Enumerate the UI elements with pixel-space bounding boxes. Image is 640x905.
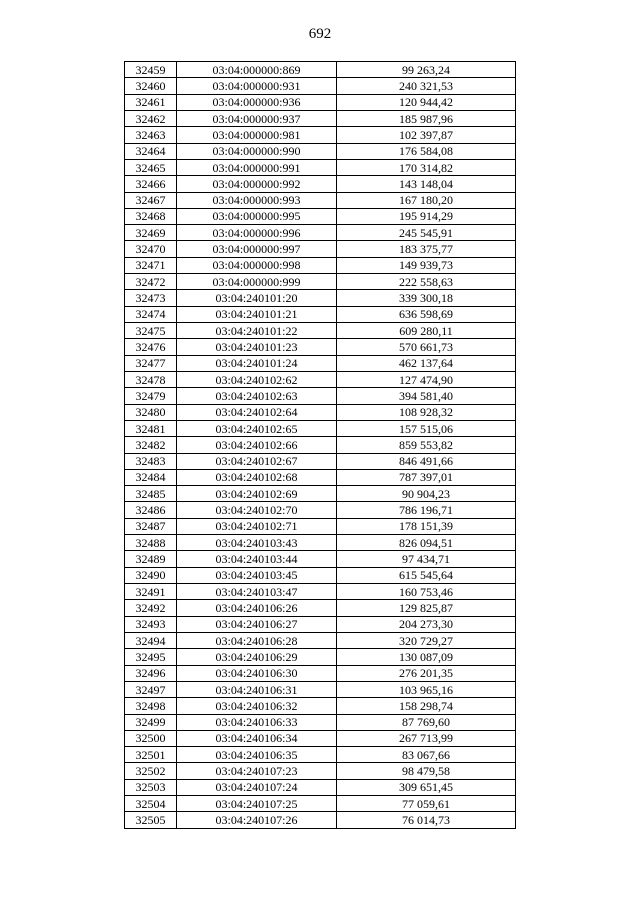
row-number-cell: 32459 [125,62,177,78]
row-number-cell: 32481 [125,420,177,436]
row-number-cell: 32483 [125,453,177,469]
table-row [125,730,516,746]
row-number-cell: 32501 [125,747,177,763]
value-cell: 859 553,82 [337,437,516,453]
row-number-cell: 32485 [125,486,177,502]
cadastral-number-cell: 03:04:240101:21 [177,306,337,322]
cadastral-number-cell: 03:04:240107:23 [177,763,337,779]
value-cell: 97 434,71 [337,551,516,567]
value-cell: 103 965,16 [337,681,516,697]
cadastral-number-cell: 03:04:240102:64 [177,404,337,420]
row-number-cell: 32505 [125,812,177,828]
value-cell: 204 273,30 [337,616,516,632]
cadastral-number-cell: 03:04:240107:26 [177,812,337,828]
row-number-cell: 32464 [125,143,177,159]
cadastral-number-cell: 03:04:240102:65 [177,420,337,436]
row-number-cell: 32496 [125,665,177,681]
table-row [125,649,516,665]
value-cell: 76 014,73 [337,812,516,828]
table-row [125,257,516,273]
table-row [125,306,516,322]
value-cell: 87 769,60 [337,714,516,730]
cadastral-number-cell: 03:04:240101:22 [177,323,337,339]
value-cell: 570 661,73 [337,339,516,355]
row-number-cell: 32498 [125,698,177,714]
cadastral-number-cell: 03:04:240103:43 [177,535,337,551]
table-row [125,665,516,681]
row-number-cell: 32473 [125,290,177,306]
row-number-cell: 32504 [125,796,177,812]
table-row [125,796,516,812]
cadastral-number-cell: 03:04:240103:45 [177,567,337,583]
row-number-cell: 32502 [125,763,177,779]
row-number-cell: 32461 [125,94,177,110]
value-cell: 157 515,06 [337,420,516,436]
value-cell: 185 987,96 [337,110,516,126]
cadastral-number-cell: 03:04:240102:70 [177,502,337,518]
table-row [125,437,516,453]
table-row [125,616,516,632]
cadastral-number-cell: 03:04:240102:68 [177,469,337,485]
value-cell: 83 067,66 [337,747,516,763]
row-number-cell: 32466 [125,176,177,192]
table-row [125,94,516,110]
value-cell: 240 321,53 [337,78,516,94]
cadastral-number-cell: 03:04:000000:991 [177,159,337,175]
value-cell: 786 196,71 [337,502,516,518]
row-number-cell: 32462 [125,110,177,126]
cadastral-number-cell: 03:04:000000:931 [177,78,337,94]
row-number-cell: 32494 [125,632,177,648]
row-number-cell: 32489 [125,551,177,567]
table-row [125,62,516,78]
row-number-cell: 32465 [125,159,177,175]
row-number-cell: 32472 [125,274,177,290]
cadastral-number-cell: 03:04:000000:937 [177,110,337,126]
value-cell: 130 087,09 [337,649,516,665]
table-row [125,551,516,567]
table-body [125,62,516,829]
value-cell: 98 479,58 [337,763,516,779]
cadastral-number-cell: 03:04:000000:993 [177,192,337,208]
cadastral-number-cell: 03:04:000000:869 [177,62,337,78]
value-cell: 183 375,77 [337,241,516,257]
value-cell: 245 545,91 [337,225,516,241]
row-number-cell: 32499 [125,714,177,730]
cadastral-number-cell: 03:04:000000:996 [177,225,337,241]
registry-table [124,61,516,829]
value-cell: 787 397,01 [337,469,516,485]
cadastral-number-cell: 03:04:240102:63 [177,388,337,404]
row-number-cell: 32484 [125,469,177,485]
table-row [125,159,516,175]
cadastral-number-cell: 03:04:240106:28 [177,632,337,648]
value-cell: 222 558,63 [337,274,516,290]
cadastral-number-cell: 03:04:240106:33 [177,714,337,730]
cadastral-number-cell: 03:04:240106:30 [177,665,337,681]
value-cell: 276 201,35 [337,665,516,681]
row-number-cell: 32490 [125,567,177,583]
value-cell: 90 904,23 [337,486,516,502]
table-row [125,192,516,208]
cadastral-number-cell: 03:04:000000:998 [177,257,337,273]
table-row [125,567,516,583]
row-number-cell: 32468 [125,208,177,224]
cadastral-number-cell: 03:04:240106:29 [177,649,337,665]
page-number: 692 [308,26,332,42]
value-cell: 609 280,11 [337,323,516,339]
cadastral-number-cell: 03:04:240106:32 [177,698,337,714]
value-cell: 102 397,87 [337,127,516,143]
row-number-cell: 32480 [125,404,177,420]
row-number-cell: 32476 [125,339,177,355]
value-cell: 160 753,46 [337,584,516,600]
table-row [125,681,516,697]
cadastral-number-cell: 03:04:000000:997 [177,241,337,257]
table-row [125,371,516,387]
value-cell: 846 491,66 [337,453,516,469]
row-number-cell: 32482 [125,437,177,453]
table-row [125,176,516,192]
cadastral-number-cell: 03:04:000000:990 [177,143,337,159]
cadastral-number-cell: 03:04:240101:24 [177,355,337,371]
value-cell: 129 825,87 [337,600,516,616]
value-cell: 127 474,90 [337,371,516,387]
cadastral-number-cell: 03:04:240101:20 [177,290,337,306]
row-number-cell: 32500 [125,730,177,746]
cadastral-number-cell: 03:04:000000:999 [177,274,337,290]
cadastral-number-cell: 03:04:240107:25 [177,796,337,812]
row-number-cell: 32475 [125,323,177,339]
table-row [125,274,516,290]
cadastral-number-cell: 03:04:240102:71 [177,518,337,534]
cadastral-number-cell: 03:04:000000:995 [177,208,337,224]
value-cell: 267 713,99 [337,730,516,746]
table-row [125,404,516,420]
table-row [125,143,516,159]
value-cell: 320 729,27 [337,632,516,648]
value-cell: 149 939,73 [337,257,516,273]
value-cell: 120 944,42 [337,94,516,110]
value-cell: 77 059,61 [337,796,516,812]
value-cell: 178 151,39 [337,518,516,534]
value-cell: 176 584,08 [337,143,516,159]
table-row [125,763,516,779]
row-number-cell: 32493 [125,616,177,632]
row-number-cell: 32471 [125,257,177,273]
row-number-cell: 32463 [125,127,177,143]
cadastral-number-cell: 03:04:240102:62 [177,371,337,387]
table-row [125,208,516,224]
cadastral-number-cell: 03:04:240107:24 [177,779,337,795]
value-cell: 158 298,74 [337,698,516,714]
table-row [125,698,516,714]
table-row [125,632,516,648]
value-cell: 615 545,64 [337,567,516,583]
table-row [125,502,516,518]
value-cell: 170 314,82 [337,159,516,175]
cadastral-number-cell: 03:04:240102:66 [177,437,337,453]
table-row [125,812,516,828]
row-number-cell: 32470 [125,241,177,257]
table-row [125,110,516,126]
value-cell: 99 263,24 [337,62,516,78]
table-row [125,355,516,371]
table-row [125,747,516,763]
value-cell: 108 928,32 [337,404,516,420]
value-cell: 309 651,45 [337,779,516,795]
value-cell: 826 094,51 [337,535,516,551]
row-number-cell: 32492 [125,600,177,616]
cadastral-number-cell: 03:04:000000:981 [177,127,337,143]
row-number-cell: 32487 [125,518,177,534]
row-number-cell: 32495 [125,649,177,665]
table-row [125,225,516,241]
row-number-cell: 32460 [125,78,177,94]
cadastral-number-cell: 03:04:240106:35 [177,747,337,763]
table-row [125,779,516,795]
table-row [125,469,516,485]
cadastral-number-cell: 03:04:240102:69 [177,486,337,502]
cadastral-number-cell: 03:04:240106:34 [177,730,337,746]
table-row [125,78,516,94]
value-cell: 394 581,40 [337,388,516,404]
cadastral-number-cell: 03:04:240103:47 [177,584,337,600]
row-number-cell: 32467 [125,192,177,208]
row-number-cell: 32491 [125,584,177,600]
table-row [125,339,516,355]
cadastral-number-cell: 03:04:000000:936 [177,94,337,110]
row-number-cell: 32474 [125,306,177,322]
table-row [125,453,516,469]
table-row [125,486,516,502]
row-number-cell: 32469 [125,225,177,241]
table-row [125,714,516,730]
table-row [125,290,516,306]
value-cell: 143 148,04 [337,176,516,192]
row-number-cell: 32488 [125,535,177,551]
cadastral-number-cell: 03:04:240106:27 [177,616,337,632]
table-row [125,388,516,404]
table-row [125,127,516,143]
table-row [125,518,516,534]
cadastral-number-cell: 03:04:240101:23 [177,339,337,355]
value-cell: 636 598,69 [337,306,516,322]
table-row [125,420,516,436]
row-number-cell: 32479 [125,388,177,404]
row-number-cell: 32478 [125,371,177,387]
value-cell: 339 300,18 [337,290,516,306]
row-number-cell: 32477 [125,355,177,371]
table-row [125,584,516,600]
row-number-cell: 32503 [125,779,177,795]
table-row [125,600,516,616]
row-number-cell: 32486 [125,502,177,518]
value-cell: 195 914,29 [337,208,516,224]
row-number-cell: 32497 [125,681,177,697]
cadastral-number-cell: 03:04:000000:992 [177,176,337,192]
table-row [125,241,516,257]
value-cell: 462 137,64 [337,355,516,371]
table-row [125,323,516,339]
value-cell: 167 180,20 [337,192,516,208]
cadastral-number-cell: 03:04:240103:44 [177,551,337,567]
cadastral-number-cell: 03:04:240106:26 [177,600,337,616]
table-row [125,535,516,551]
cadastral-number-cell: 03:04:240102:67 [177,453,337,469]
cadastral-number-cell: 03:04:240106:31 [177,681,337,697]
